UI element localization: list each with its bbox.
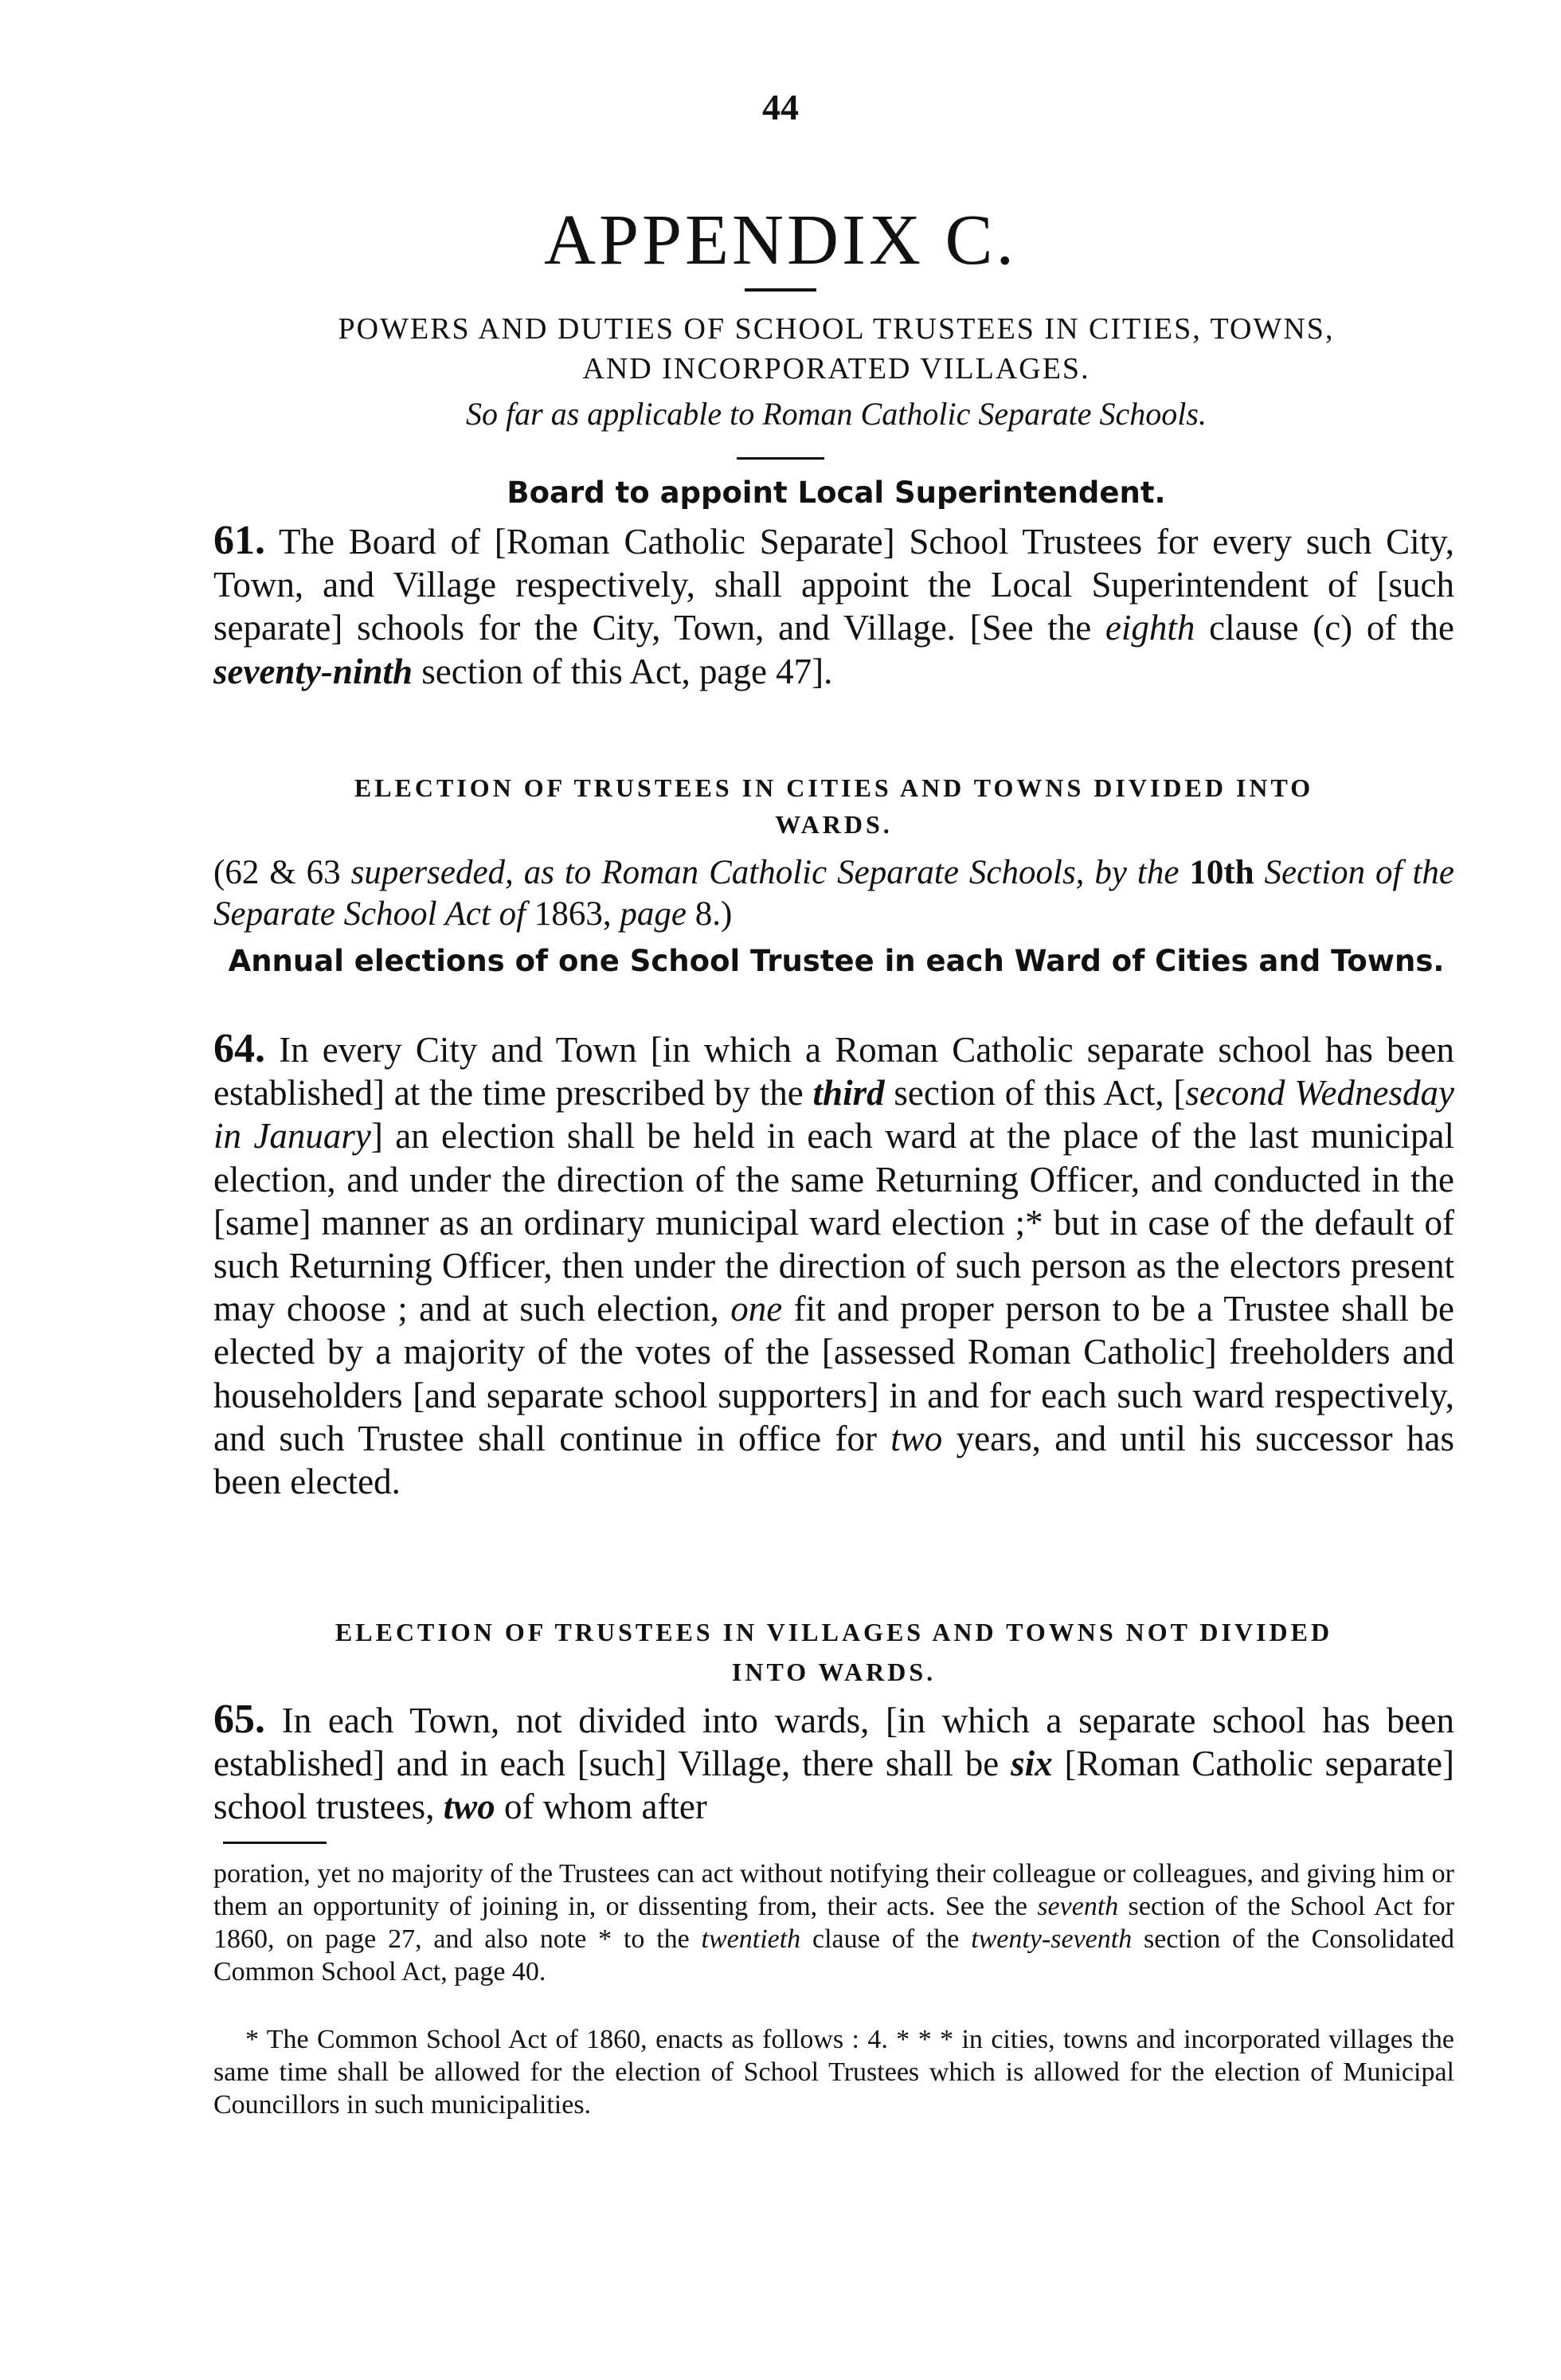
heading-subtitle: So far as applicable to Roman Catholic Separate Schools.	[466, 396, 1207, 432]
section-61-paragraph: 61. The Board of [Roman Catholic Separate] School Trustees for every such City, Town, and Village respectively, shall appoint the Local Superintendent of [such separate] schools for the City, Town, and Village. [See the eighth clause (c) of the seventy-ninth section of this Act, page 47].	[213, 518, 1455, 691]
footnote-rule	[223, 1842, 327, 1844]
footnote-continued: poration, yet no majority of the Trustees can act without notifying their colleague or colleagues, and giving him or them an opportunity of joining in, or dissenting from, their acts. See the seventh section of the School Act for 1860, on page 27, and also note * to the twentieth clause of the twenty-seventh section of the Consolidated Common School Act, page 40.	[213, 1859, 1454, 1987]
wards-heading-line-1: ELECTION OF TRUSTEES IN CITIES AND TOWNS DIVIDED INTO	[354, 773, 1314, 802]
sidenote-61: Board to appoint Local Superintendent.	[507, 476, 1166, 510]
heading-line-1: POWERS AND DUTIES OF SCHOOL TRUSTEES IN CITIES, TOWNS,	[338, 312, 1335, 346]
section-65-paragraph: 65. In each Town, not divided into wards, [in which a separate school has been established] and in each [such] Village, there shall be six [Roman Catholic separate] school trustees, two of whom after	[213, 1697, 1455, 1827]
section-61-number: 61.	[213, 518, 265, 563]
section-64-number: 64.	[213, 1026, 265, 1071]
wards-heading-line-2: WARDS.	[775, 810, 893, 839]
section-65-number: 65.	[213, 1697, 265, 1742]
villages-heading-line-2: INTO WARDS.	[731, 1658, 937, 1686]
section-64-paragraph: 64. In every City and Town [in which a Roman Catholic separate school has been established] at the time prescribed by the third section of this Act, [second Wednesday in January] an election shall be held in each ward at the place of the last municipal election, and under the direction of the same Returning Officer, and conducted in the [same] manner as an ordinary municipal ward election ;* but in case of the default of such Returning Officer, then under the direction of such person as the electors present may choose ; and at such election, one fit and proper person to be a Trustee shall be elected by a majority of the votes of the [assessed Roman Catholic] freeholders and householders [and separate school supporters] in and for each such ward respectively, and such Trustee shall continue in office for two years, and until his successor has been elected.	[213, 1026, 1454, 1502]
title-rule	[745, 288, 816, 292]
subtitle-rule	[737, 457, 824, 460]
sidenote-64: Annual elections of one School Trustee in each Ward of Cities and Towns.	[228, 944, 1445, 978]
heading-line-2: AND INCORPORATED VILLAGES.	[582, 352, 1090, 386]
villages-heading-line-1: ELECTION OF TRUSTEES IN VILLAGES AND TOWNS NOT DIVIDED	[334, 1618, 1333, 1646]
superseded-note: (62 & 63 superseded, as to Roman Catholic Separate Schools, by the 10th Section of the Separate School Act of 1863, page 8.)	[213, 854, 1454, 933]
footnote-star: * The Common School Act of 1860, enacts as follows : 4. * * * in cities, towns and incorporated villages the same time shall be allowed for the election of School Trustees which is allowed for the election of Municipal Councillors in such municipalities.	[213, 2025, 1454, 2120]
appendix-title: APPENDIX C.	[543, 201, 1018, 280]
page-number: 44	[762, 87, 799, 127]
